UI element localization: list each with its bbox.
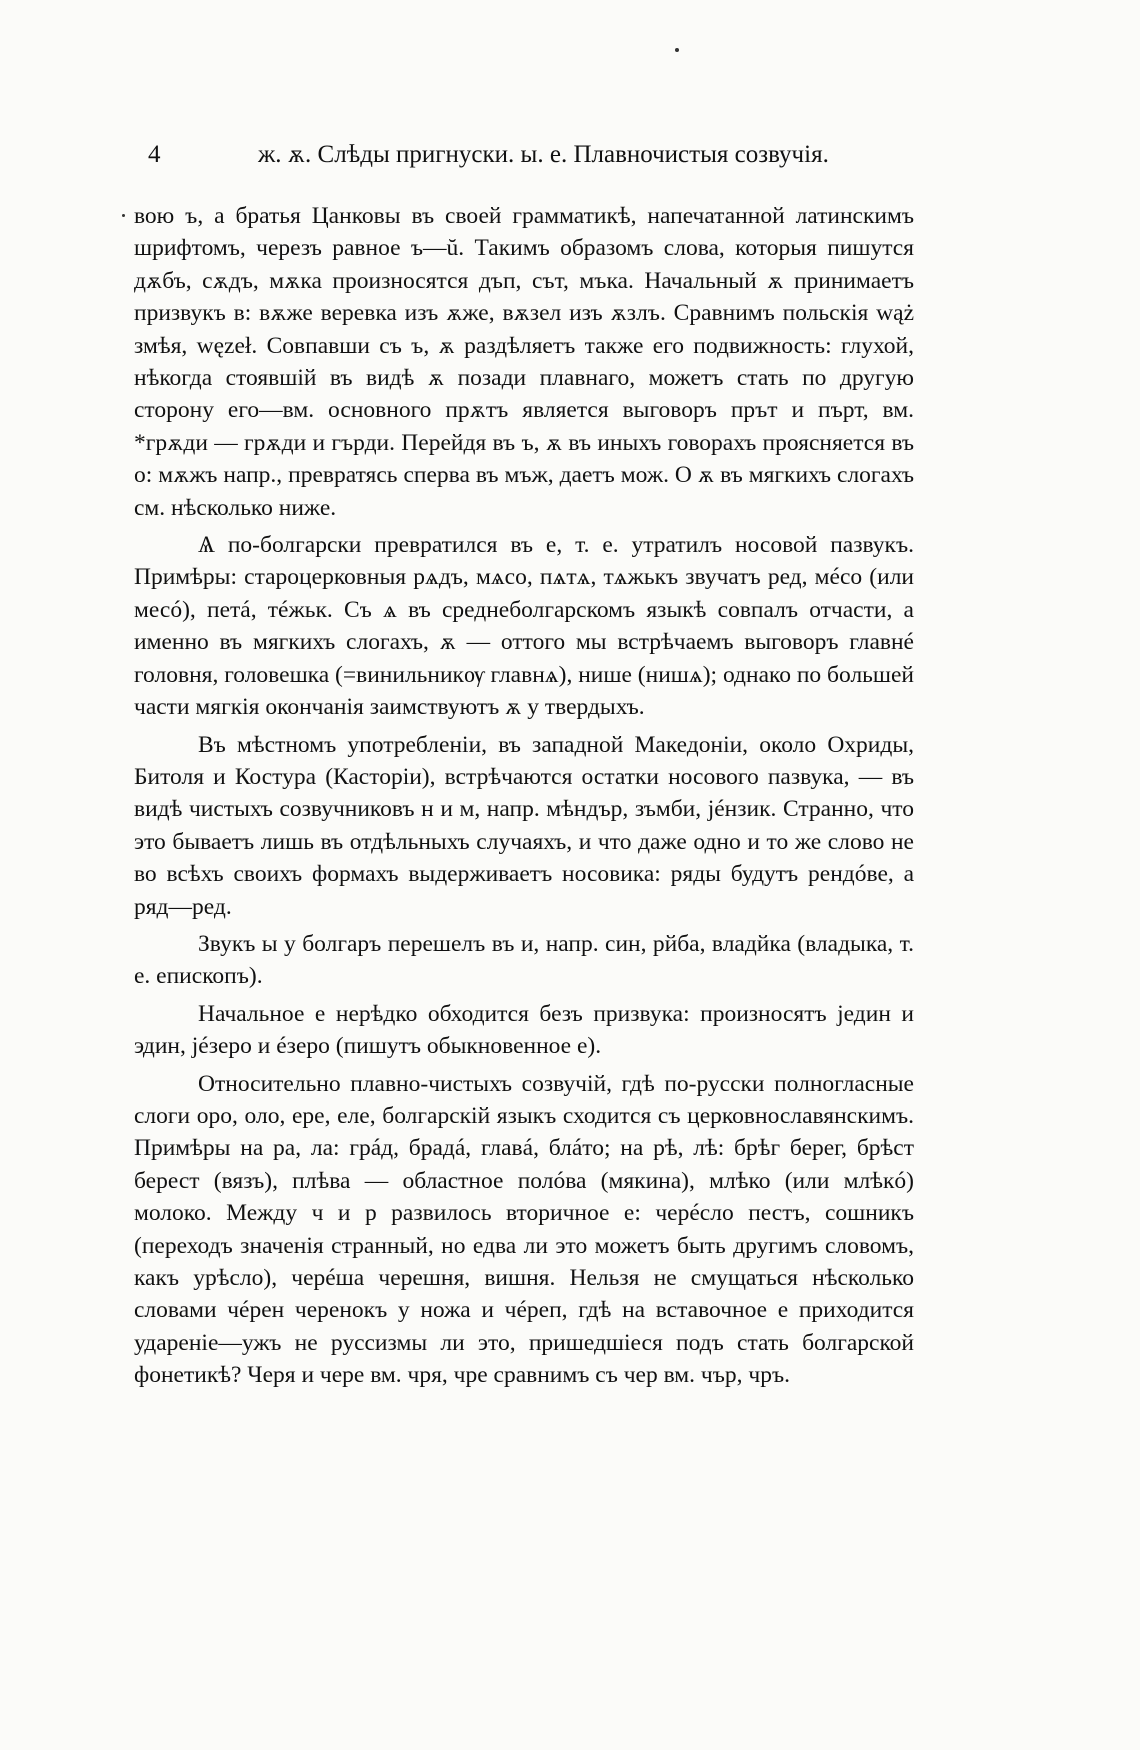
paragraph: Начальное е нерѣдко обходится безъ призвука: произносятъ једин и эдин, јéзеро и éзеро (пишутъ обыкновенное е). [134,1000,914,1060]
paragraph: Ѧ по-болгарски превратился въ е, т. е. утратилъ носовой пазвукъ. Примѣры: староцерковныя рѧдъ, мѧсо, пѧтѧ, тѧжькъ звучатъ ред, мéсо (или месó), петá, тéжьк. Съ ѧ въ среднеболгарскомъ языкѣ совпалъ отчасти, а именно въ мягкихъ слогахъ, ѫ — оттого мы встрѣчаемъ выговоръ главнé головня, головешка (=винильникѹ главнѧ), нишe (нишѧ); однако по большей части мягкія окончанія заимствуютъ ѫ у твердыхъ. [134,532,914,721]
paragraph: Звукъ ы у болгаръ перешелъ въ и, напр. син, рйба, владйка (владыка, т. е. епископъ). [134,930,914,990]
print-speck [675,48,679,52]
paragraph: Относительно плавно-чистыхъ созвучій, гдѣ по-русски полногласные слоги оро, оло, ере, еле, болгарскій языкъ сходится съ церковнославянскимъ. Примѣры на ра, ла: грáд, брадá, главá, блáто; на рѣ, лѣ: брѣг берег, брѣст берест (вязъ), плѣва — областное полóва (мякина), млѣко (или млѣкó) молоко. Между ч и р развилось вторичное е: черéсло пестъ, сошникъ (переходъ значенія странный, но едва ли это можетъ быть другимъ словомъ, какъ урѣсло), черéша черешня, вишня. Нельзя не смущаться нѣсколько словами чéрен черенокъ у ножа и чéреп, гдѣ на вставочное е приходится удареніе—ужъ не руссизмы ли это, пришедшіеся подъ стать болгарской фонетикѣ? Черя и чере вм. чря, чре сравнимъ съ чер вм. чър, чръ. [134,1070,914,1389]
print-speck [122,214,125,217]
running-head: ж. ѫ. Слѣды пригнуски. ы. е. Плавночистыя созвучія. [258,141,829,168]
page-number: 4 [148,141,161,168]
page-header [148,138,938,172]
body-text [134,200,914,1392]
paragraph: Въ мѣстномъ употребленіи, въ западной Македоніи, около Охриды, Битоля и Костура (Касторіи), встрѣчаются остатки носового пазвука, — въ видѣ чистыхъ созвучниковъ н и м, напр. мѣндър, зъмби, јéнзик. Странно, что это бываетъ лишь въ отдѣльныхъ случаяхъ, и что даже одно и то же слово не во всѣхъ своихъ формахъ выдерживаетъ носовика: ряды будутъ рендóве, а ряд—ред. [134,731,914,920]
paragraph: вою ъ, а братья Цанковы въ своей грамматикѣ, напечатанной латинскимъ шрифтомъ, черезъ равное ъ—ŭ. Такимъ образомъ слова, которыя пишутся дѫбъ, сѫдъ, мѫка произносятся дъп, сът, мъка. Начальный ѫ принимаетъ призвукъ в: вѫже веревка изъ ѫже, вѫзел изъ ѫзлъ. Сравнимъ польскія wąż змѣя, węzeł. Совпавши съ ъ, ѫ раздѣляетъ также его подвижность: глухой, нѣкогда стоявшій въ видѣ ѫ позади плавнаго, можетъ стать по другую сторону его—вм. основного прѫтъ является выговоръ прът и пърт, вм. *грѫди — грѫди и гърди. Перейдя въ ъ, ѫ въ иныхъ говорахъ проясняется въ о: мѫжъ напр., превратясь сперва въ мъж, даетъ мож. О ѫ въ мягкихъ слогахъ см. нѣсколько ниже. [134,203,914,521]
